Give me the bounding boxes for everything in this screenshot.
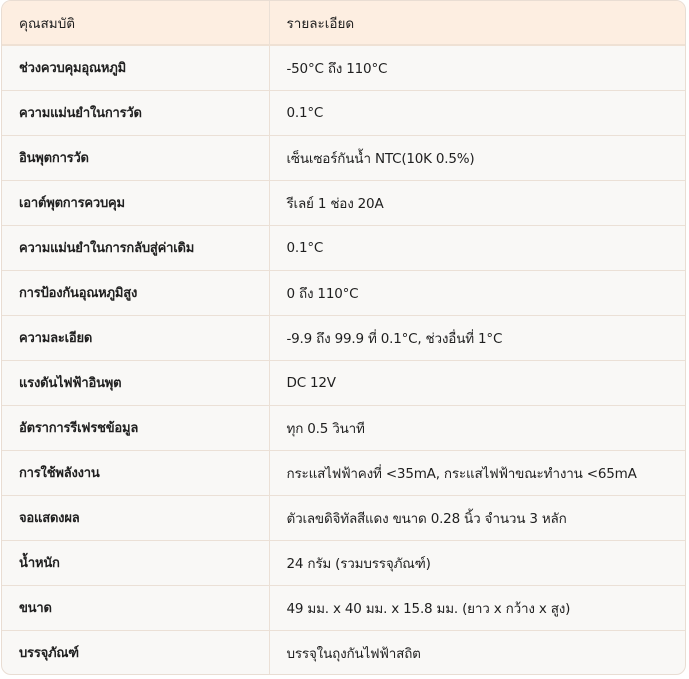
- spec-table: [2, 1, 685, 675]
- property-cell: ความละเอียด: [2, 315, 269, 360]
- table-row: [2, 495, 685, 540]
- property-cell: แรงดันไฟฟ้าอินพุต: [2, 360, 269, 405]
- table-row: [2, 45, 685, 90]
- detail-cell: 24 กรัม (รวมบรรจุภัณฑ์): [269, 540, 685, 585]
- table-row: [2, 90, 685, 135]
- table-row: [2, 315, 685, 360]
- property-cell: ขนาด: [2, 585, 269, 630]
- detail-cell: 0.1°C: [269, 225, 685, 270]
- property-cell: เอาต์พุตการควบคุม: [2, 180, 269, 225]
- property-cell: การป้องกันอุณหภูมิสูง: [2, 270, 269, 315]
- property-cell: อัตราการรีเฟรชข้อมูล: [2, 405, 269, 450]
- detail-cell: DC 12V: [269, 360, 685, 405]
- table-row: [2, 585, 685, 630]
- detail-cell: -50°C ถึง 110°C: [269, 45, 685, 90]
- spec-table-container: [1, 0, 686, 675]
- property-cell: บรรจุภัณฑ์: [19, 646, 79, 662]
- table-header-row: [2, 1, 685, 45]
- detail-cell: 0.1°C: [269, 90, 685, 135]
- table-row: [2, 450, 685, 495]
- detail-cell: เซ็นเซอร์กันน้ำ NTC(10K 0.5%): [269, 135, 685, 180]
- table-row: [2, 405, 685, 450]
- table-row: [2, 540, 685, 585]
- detail-cell: ทุก 0.5 วินาที: [269, 405, 685, 450]
- property-cell: ช่วงควบคุมอุณหภูมิ: [2, 45, 269, 90]
- property-cell: น้ำหนัก: [2, 540, 269, 585]
- detail-cell: กระแสไฟฟ้าคงที่ <35mA, กระแสไฟฟ้าขณะทำงาน <65mA: [269, 450, 685, 495]
- header-property: คุณสมบัติ: [2, 1, 269, 45]
- header-detail: รายละเอียด: [269, 1, 685, 45]
- detail-cell: 0 ถึง 110°C: [269, 270, 685, 315]
- table-row: [2, 135, 685, 180]
- property-cell: อินพุตการวัด: [2, 135, 269, 180]
- table-row: [2, 180, 685, 225]
- detail-cell: -9.9 ถึง 99.9 ที่ 0.1°C, ช่วงอื่นที่ 1°C: [269, 315, 685, 360]
- table-row: [2, 630, 685, 675]
- table-row: [2, 360, 685, 405]
- property-cell: การใช้พลังงาน: [2, 450, 269, 495]
- property-cell: จอแสดงผล: [2, 495, 269, 540]
- table-row: [2, 225, 685, 270]
- detail-cell: บรรจุในถุงกันไฟฟ้าสถิต: [269, 630, 685, 675]
- detail-cell: รีเลย์ 1 ช่อง 20A: [269, 180, 685, 225]
- property-cell: ความแม่นยำในการกลับสู่ค่าเดิม: [2, 225, 269, 270]
- property-cell: ความแม่นยำในการวัด: [2, 90, 269, 135]
- detail-cell: 49 มม. x 40 มม. x 15.8 มม. (ยาว x กว้าง x สูง): [269, 585, 685, 630]
- detail-cell: ตัวเลขดิจิทัลสีแดง ขนาด 0.28 นิ้ว จำนวน 3 หลัก: [269, 495, 685, 540]
- table-row: [2, 270, 685, 315]
